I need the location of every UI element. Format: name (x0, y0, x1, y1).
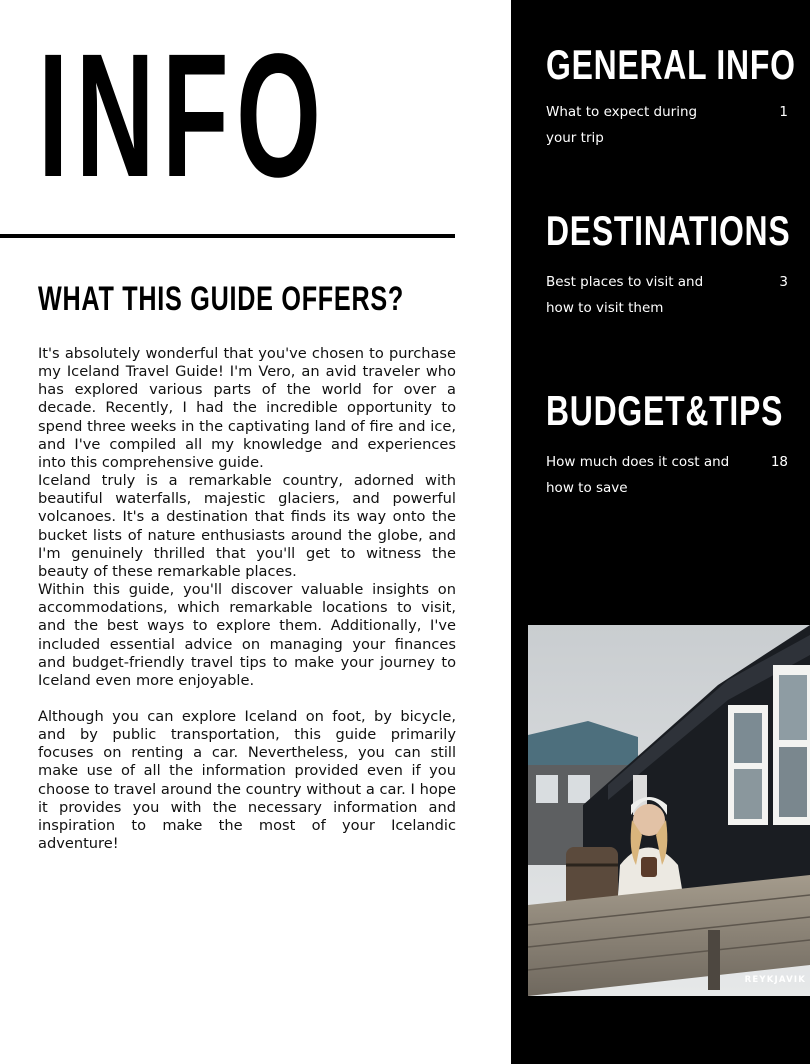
title-divider (0, 234, 455, 238)
paragraph-4: Although you can explore Iceland on foot, by bicycle, and by public transportation, this guide primarily focuses on renting a car. Nevertheless, you can still make use of all the information provided even if you choose to travel around the country without a car. I hope it provides you with the necessary information and inspiration to make the most of your Icelandic adventure! (38, 707, 456, 853)
section-heading: WHAT THIS GUIDE OFFERS? (38, 280, 404, 318)
toc-description-destinations: Best places to visit and how to visit them (546, 274, 704, 316)
toc-page-budget-tips: 18 (770, 454, 788, 470)
photo-caption: REYKJAVIK (744, 975, 806, 985)
toc-heading-budget-tips: BUDGET&TIPS (546, 387, 784, 434)
toc-description-budget-tips: How much does it cost and how to save (546, 454, 730, 496)
toc-page-destinations: 3 (779, 274, 788, 290)
page-title: INFO (38, 18, 329, 214)
toc-description-general-info: What to expect during your trip (546, 104, 698, 146)
intro-text (38, 345, 456, 853)
paragraph-3: Within this guide, you'll discover valuable insights on accommodations, which remarkable locations to visit, and the best ways to explore them. Additionally, I've included essential advice on managing your finances and budget-friendly travel tips to make your journey to Iceland even more enjoyable. (38, 581, 456, 689)
toc-page-general-info: 1 (779, 104, 788, 120)
toc-heading-destinations: DESTINATIONS (546, 207, 791, 254)
paragraph-1: It's absolutely wonderful that you've chosen to purchase my Iceland Travel Guide! I'm Vero, an avid traveler who has explored various parts of the world for over a decade. Recently, I had the incredible opportunity to spend three weeks in the captivating land of fire and ice, and I've compiled all my knowledge and experiences into this comprehensive guide. (38, 345, 456, 471)
table-of-contents-sidebar (511, 0, 810, 1064)
toc-heading-general-info: GENERAL INFO (546, 41, 796, 88)
reykjavik-photo (528, 625, 810, 996)
paragraph-2: Iceland truly is a remarkable country, adorned with beautiful waterfalls, majestic glaciers, and powerful volcanoes. It's a destination that finds its way onto the bucket lists of nature enthusiasts around the globe, and I'm genuinely thrilled that you'll get to witness the beauty of these remarkable places. (38, 472, 456, 580)
